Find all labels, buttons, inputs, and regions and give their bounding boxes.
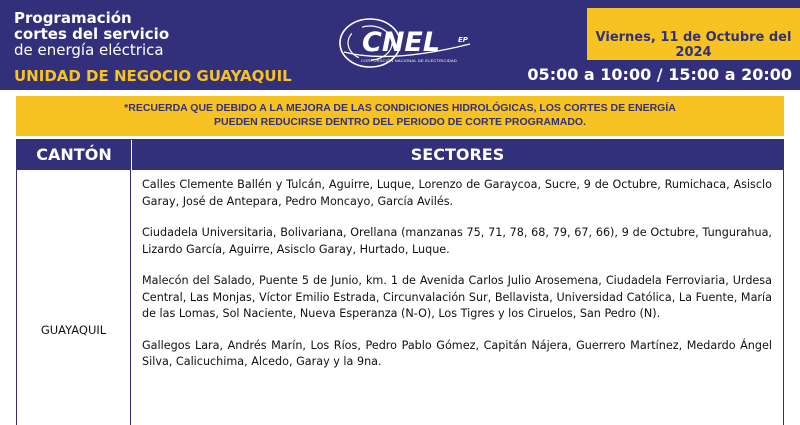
cnel-logo: [330, 14, 480, 72]
business-unit-label: UNIDAD DE NEGOCIO GUAYAQUIL: [14, 67, 292, 85]
title-line-2: cortes del servicio: [14, 25, 170, 43]
header-banner: [0, 0, 800, 90]
sector-group-2: Ciudadela Universitaria, Bolivariana, Orellana (manzanas 75, 71, 78, 68, 79, 67, 66), 9 de Octubre, Tungurahua, Lizardo García, Aguirre, Asisclo Garay, Hurtado, Luque.: [142, 226, 772, 256]
date-badge: [587, 8, 800, 60]
table-header-row: [17, 140, 783, 170]
logo-subtitle: CORPORACIÓN NACIONAL DE ELECTRICIDAD: [361, 58, 457, 63]
sector-group-1: Calles Clemente Ballén y Tulcán, Aguirre, Luque, Lorenzo de Garaycoa, Sucre, 9 de Octubre, Rumichaca, Asisclo Garay, José de Antepara, Pedro Moncayo, García Avilés.: [142, 178, 772, 208]
canton-header: CANTÓN: [36, 145, 112, 164]
logo-text: CNEL: [362, 27, 441, 58]
title-line-3: de energía eléctrica: [14, 41, 164, 59]
outage-hours: 05:00 a 10:00 / 15:00 a 20:00: [527, 65, 792, 84]
sectors-header: SECTORES: [131, 140, 783, 170]
logo-suffix: EP: [458, 36, 468, 44]
date-text: Viernes, 11 de Octubre del 2024: [595, 30, 792, 60]
sectors-cell: [142, 177, 772, 386]
header-title: [14, 10, 169, 59]
column-divider: [130, 170, 131, 425]
notice-line-2: PUEDEN REDUCIRSE DENTRO DEL PERIODO DE CORTE PROGRAMADO.: [213, 116, 586, 128]
schedule-table: [16, 139, 784, 425]
sector-group-4: Gallegos Lara, Andrés Marín, Los Ríos, Pedro Pablo Gómez, Capitán Nájera, Guerrero Martínez, Medardo Ángel Silva, Calicuchima, Alcedo, Garay y la 9na.: [142, 338, 772, 368]
canton-cell: GUAYAQUIL: [40, 323, 107, 337]
title-line-1: Programación: [14, 9, 132, 27]
notice-line-1: *RECUERDA QUE DEBIDO A LA MEJORA DE LAS CONDICIONES HIDROLÓGICAS, LOS CORTES DE ENERGÍA: [124, 102, 676, 114]
notice-banner: [16, 96, 784, 136]
sector-group-3: Malecón del Salado, Puente 5 de Junio, km. 1 de Avenida Carlos Julio Arosemena, Ciudadela Ferroviaria, Urdesa Central, Las Monjas, Víctor Emilio Estrada, Circunvalación Sur, Bellavista, Universidad Católica, La Fuente, María de las Lomas, Sol Naciente, Nueva Esperanza (N-O), Los Tigres y los Ciruelos, San Pedro (N).: [142, 274, 772, 320]
